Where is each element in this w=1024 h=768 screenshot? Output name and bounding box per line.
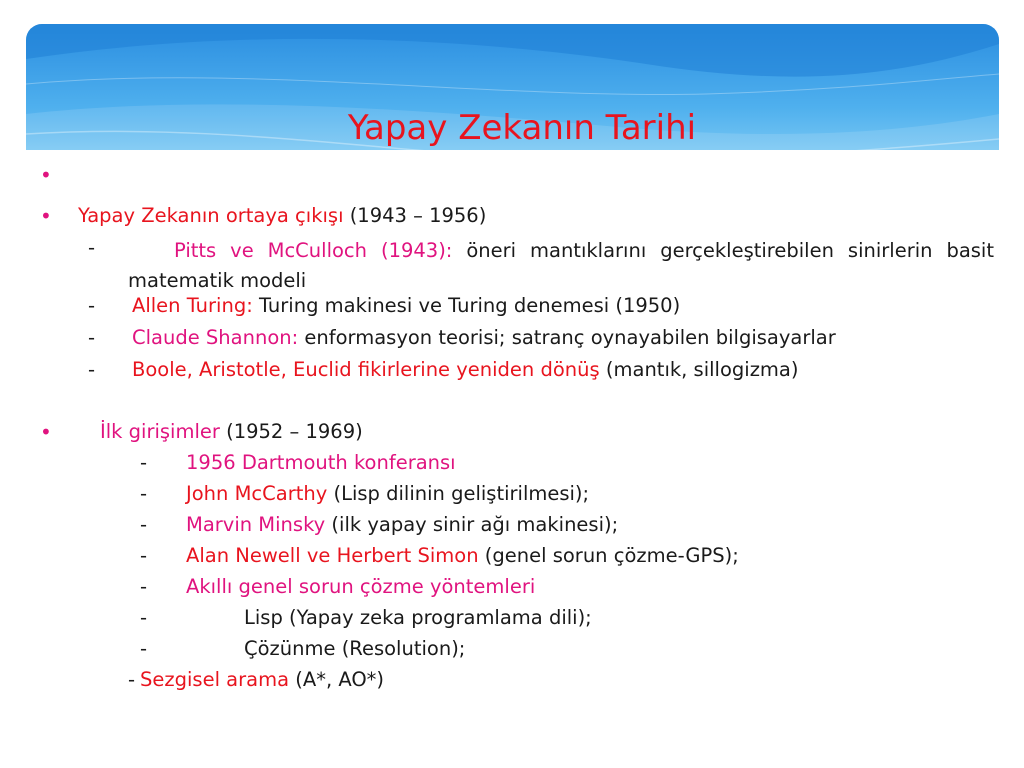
section2-item3-colored: Marvin Minsky bbox=[186, 513, 326, 536]
section1-item1-rest: öneri mantıklarını gerçekleştirebilen sinirlerin basit matematik modeli bbox=[128, 239, 994, 292]
section1-heading-rest: (1943 – 1956) bbox=[343, 204, 487, 227]
section1-item4-colored: Boole, Aristotle, Euclid fikirlerine yeniden dönüş bbox=[132, 358, 600, 381]
section2-item6 bbox=[244, 608, 592, 628]
section2-heading-rest: (1952 – 1969) bbox=[219, 420, 363, 443]
section2-item8-rest: (A*, AO*) bbox=[289, 668, 385, 691]
section2-item4 bbox=[186, 546, 739, 566]
section2-item3-dash: - bbox=[140, 513, 148, 536]
section2-item1-dash: - bbox=[140, 451, 148, 474]
section1-bullet: • bbox=[40, 204, 52, 228]
section2-item5-dash: - bbox=[140, 575, 148, 598]
section2-item4-rest: (genel sorun çözme-GPS); bbox=[478, 544, 739, 567]
section2-heading bbox=[100, 422, 363, 442]
section2-item8-dash: - bbox=[128, 668, 136, 691]
section1-heading bbox=[78, 206, 486, 226]
section2-item2 bbox=[186, 484, 589, 504]
section2-item8 bbox=[140, 670, 384, 690]
slide-title: Yapay Zekanın Tarihi bbox=[347, 108, 697, 148]
section1-item4-rest: (mantık, sillogizma) bbox=[599, 358, 799, 381]
section1-item1-colored: Pitts ve McCulloch (1943): bbox=[174, 239, 453, 262]
section2-item6-rest: Lisp (Yapay zeka programlama dili); bbox=[244, 606, 592, 629]
section2-item5-colored: Akıllı genel sorun çözme yöntemleri bbox=[186, 575, 536, 598]
section2-item3 bbox=[186, 515, 618, 535]
section1-item2 bbox=[132, 296, 680, 316]
section2-item7 bbox=[244, 639, 465, 659]
section1-item3-rest: enformasyon teorisi; satranç oynayabilen bilgisayarlar bbox=[298, 326, 836, 349]
section2-item4-colored: Alan Newell ve Herbert Simon bbox=[186, 544, 479, 567]
section1-item1 bbox=[128, 236, 994, 296]
section2-item2-dash: - bbox=[140, 482, 148, 505]
section2-item1-colored: 1956 Dartmouth konferansı bbox=[186, 451, 456, 474]
section1-item3-colored: Claude Shannon: bbox=[132, 326, 299, 349]
section2-item2-colored: John McCarthy bbox=[186, 482, 328, 505]
section1-item2-colored: Allen Turing: bbox=[132, 294, 253, 317]
section1-item4-dash: - bbox=[88, 358, 96, 381]
section2-item8-colored: Sezgisel arama bbox=[140, 668, 290, 691]
section2-item7-rest: Çözünme (Resolution); bbox=[244, 637, 466, 660]
section2-item4-dash: - bbox=[140, 544, 148, 567]
section1-item3-dash: - bbox=[88, 326, 96, 349]
section2-item5 bbox=[186, 577, 535, 597]
section2-item2-rest: (Lisp dilinin geliştirilmesi); bbox=[327, 482, 590, 505]
section1-item2-dash: - bbox=[88, 294, 96, 317]
section2-bullet: • bbox=[40, 420, 52, 444]
section1-item1-dash: - bbox=[88, 236, 96, 259]
section1-item4 bbox=[132, 360, 798, 380]
empty-bullet: • bbox=[40, 163, 52, 187]
section2-item3-rest: (ilk yapay sinir ağı makinesi); bbox=[325, 513, 619, 536]
section1-item2-rest: Turing makinesi ve Turing denemesi (1950) bbox=[252, 294, 681, 317]
section2-item6-dash: - bbox=[140, 606, 148, 629]
section2-item7-dash: - bbox=[140, 637, 148, 660]
section1-heading-colored: Yapay Zekanın ortaya çıkışı bbox=[78, 204, 344, 227]
section2-item1 bbox=[186, 453, 456, 473]
section1-item3 bbox=[132, 328, 836, 348]
section2-heading-colored: İlk girişimler bbox=[100, 420, 220, 443]
